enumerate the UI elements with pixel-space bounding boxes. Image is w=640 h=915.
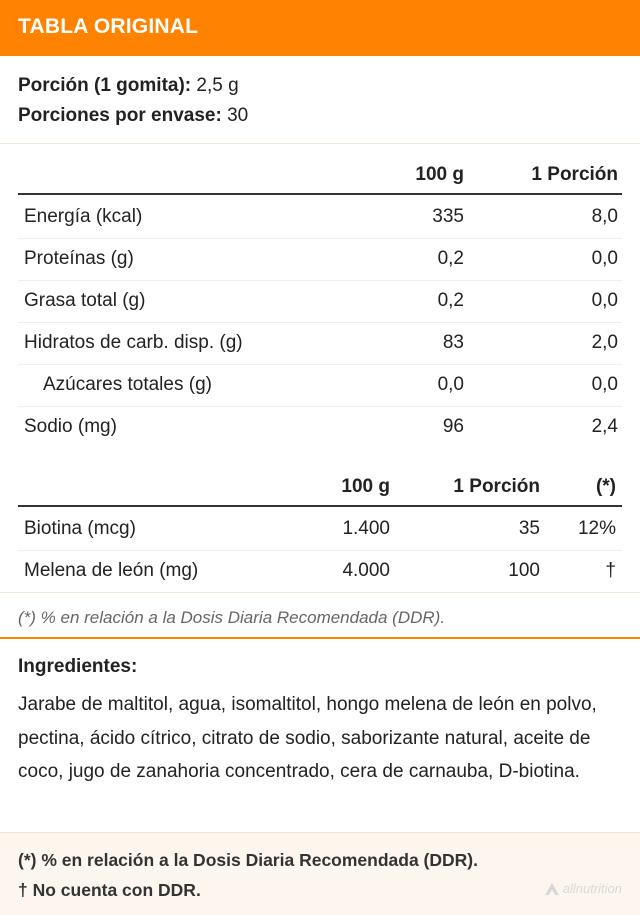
value-portion: 2,0	[591, 332, 618, 353]
table-row	[18, 323, 622, 365]
table-row	[18, 551, 622, 593]
value-100g: 335	[432, 206, 464, 227]
column-header-ddr: (*)	[595, 476, 616, 497]
allnutrition-logo-icon	[544, 882, 560, 896]
value-portion: 8,0	[591, 206, 618, 227]
nutrient-name: Sodio (mg)	[24, 416, 117, 437]
column-header-100g: 100 g	[415, 164, 464, 185]
footnote-ddr: (*) % en relación a la Dosis Diaria Recomendada (DDR).	[18, 850, 478, 870]
column-header-portion: 1 Porción	[453, 476, 540, 497]
servings-label: Porciones por envase:	[18, 105, 222, 126]
value-100g: 4.000	[342, 560, 390, 581]
servings-line	[18, 101, 248, 131]
nutrient-name: Azúcares totales (g)	[43, 374, 212, 395]
value-portion: 100	[508, 560, 540, 581]
column-header-100g: 100 g	[341, 476, 390, 497]
value-portion: 0,0	[591, 290, 618, 311]
table-row	[18, 509, 622, 551]
header-bar	[0, 0, 640, 56]
divider	[0, 143, 640, 144]
portion-label: Porción (1 gomita):	[18, 75, 192, 96]
value-100g: 0,2	[437, 248, 464, 269]
brand-name: allnutrition	[562, 881, 622, 896]
table-header-row	[18, 155, 622, 195]
nutrient-name: Biotina (mcg)	[24, 518, 136, 539]
table-row	[18, 239, 622, 281]
value-ddr: 12%	[577, 518, 616, 539]
table-row	[18, 365, 622, 407]
portion-value: 2,5 g	[196, 75, 239, 96]
value-100g: 0,2	[437, 290, 464, 311]
value-100g: 1.400	[342, 518, 390, 539]
ingredients-text: Jarabe de maltitol, agua, isomaltitol, hongo melena de león en polvo, pectina, ácido cítrico, citrato de sodio, saborizante natural, aceite de coco, jugo de zanahoria concentrado, cera de carnauba, D-biotina.	[18, 694, 597, 782]
value-portion: 2,4	[591, 416, 618, 437]
value-100g: 0,0	[437, 374, 464, 395]
serving-info	[18, 71, 248, 131]
footnote-no-ddr: † No cuenta con DDR.	[18, 880, 201, 900]
value-ddr: †	[605, 560, 616, 581]
column-header-portion: 1 Porción	[531, 164, 618, 185]
value-portion: 0,0	[591, 374, 618, 395]
value-100g: 96	[442, 416, 464, 437]
section-divider	[0, 637, 640, 639]
value-portion: 35	[518, 518, 540, 539]
ingredients-title: Ingredientes:	[18, 656, 138, 677]
table-row	[18, 407, 622, 449]
value-portion: 0,0	[591, 248, 618, 269]
nutrient-name: Melena de león (mg)	[24, 560, 199, 581]
servings-value: 30	[227, 105, 249, 126]
divider	[0, 592, 640, 593]
table-header-row	[18, 467, 622, 507]
table-footnote: (*) % en relación a la Dosis Diaria Recomendada (DDR).	[18, 608, 446, 627]
value-100g: 83	[442, 332, 464, 353]
page-title: TABLA ORIGINAL	[18, 15, 199, 38]
nutrient-name: Energía (kcal)	[24, 206, 143, 227]
nutrient-name: Hidratos de carb. disp. (g)	[24, 332, 243, 353]
table-row	[18, 197, 622, 239]
brand-watermark	[544, 881, 622, 896]
portion-line	[18, 71, 248, 101]
footer-notes	[0, 832, 640, 915]
nutrient-name: Proteínas (g)	[24, 248, 134, 269]
table-row	[18, 281, 622, 323]
nutrient-name: Grasa total (g)	[24, 290, 146, 311]
